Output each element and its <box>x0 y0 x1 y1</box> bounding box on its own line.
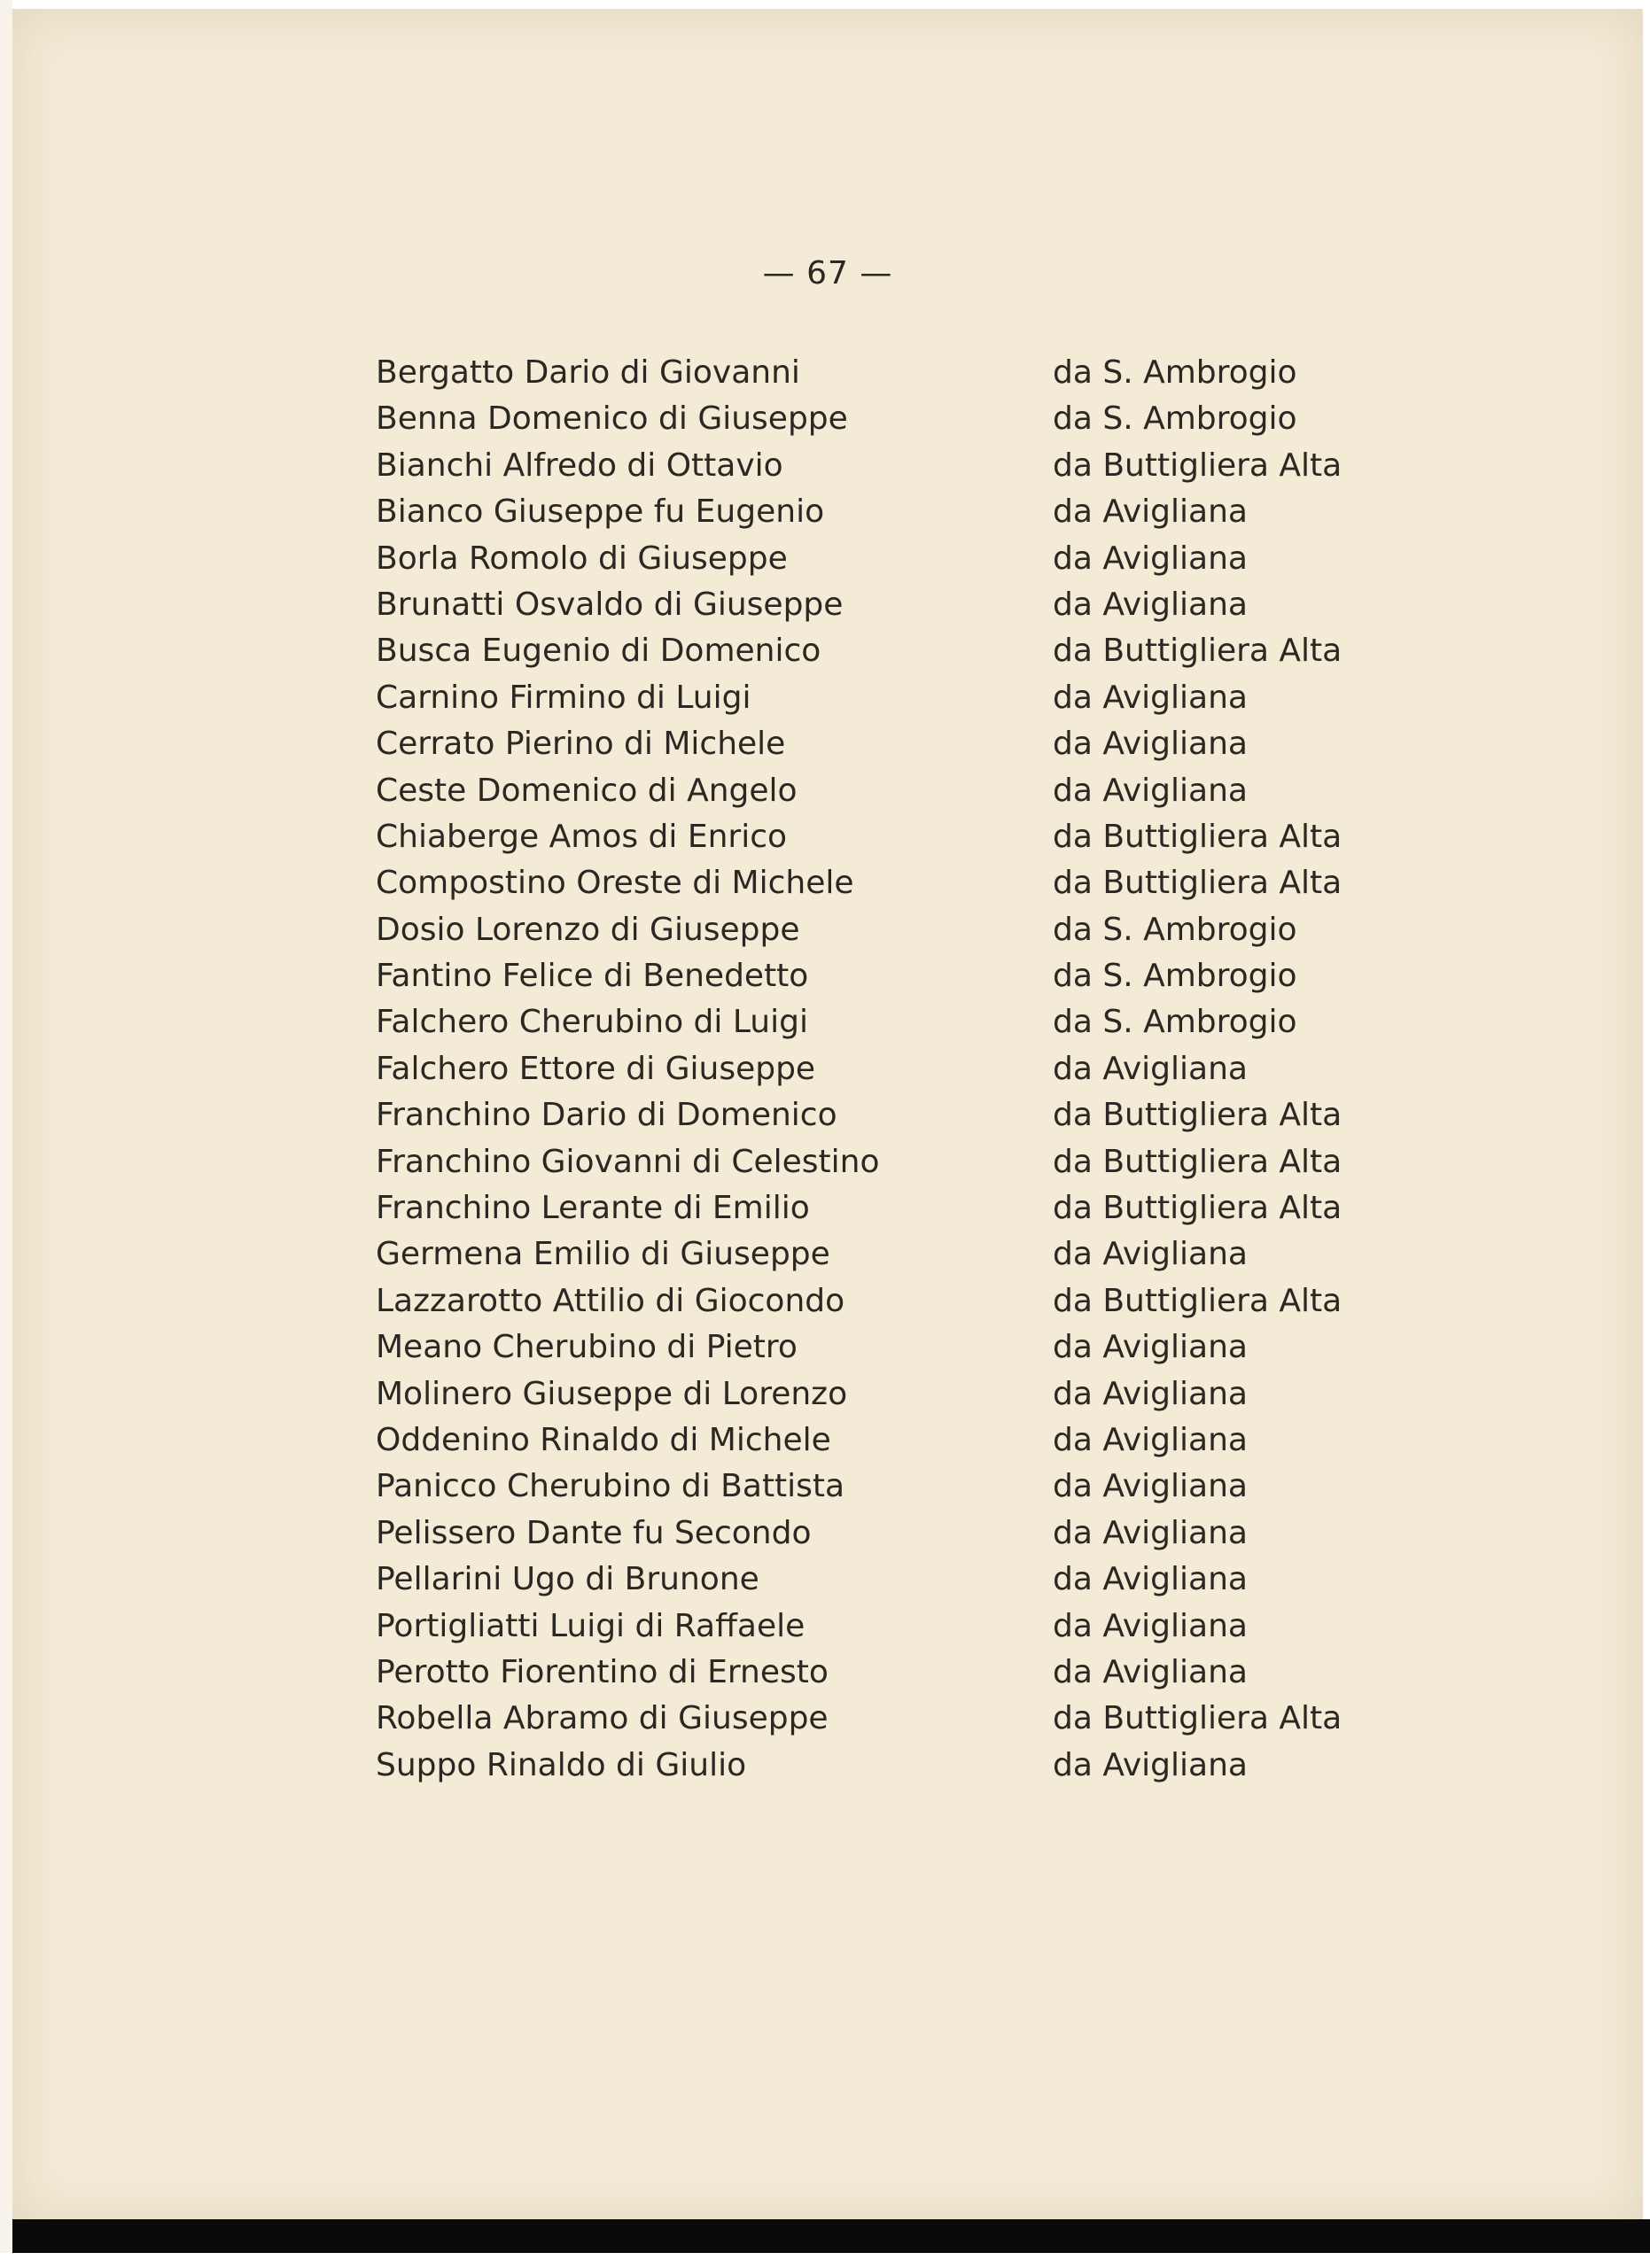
list-item <box>376 1650 1350 1696</box>
list-item <box>376 675 1350 721</box>
list-item <box>376 1278 1350 1324</box>
person-origin: da Avigliana <box>1053 1653 1248 1690</box>
person-name: Pellarini Ugo di Brunone <box>376 1561 759 1598</box>
person-origin: da S. Ambrogio <box>1053 958 1297 995</box>
list-item <box>376 1696 1350 1742</box>
person-name: Molinero Giuseppe di Lorenzo <box>376 1375 848 1412</box>
person-origin: da Avigliana <box>1053 772 1248 809</box>
list-item <box>376 1464 1350 1510</box>
person-name: Borla Romolo di Giuseppe <box>376 540 788 577</box>
person-name: Falchero Ettore di Giuseppe <box>376 1050 816 1087</box>
list-item <box>376 1557 1350 1603</box>
person-origin: da Buttigliera Alta <box>1053 1190 1343 1227</box>
list-item <box>376 1231 1350 1278</box>
person-origin: da Avigliana <box>1053 1514 1248 1551</box>
person-name: Perotto Fiorentino di Ernesto <box>376 1653 829 1690</box>
person-name: Bergatto Dario di Giovanni <box>376 354 800 391</box>
person-origin: da Avigliana <box>1053 679 1248 716</box>
person-origin: da Avigliana <box>1053 1236 1248 1273</box>
person-origin: da Avigliana <box>1053 1329 1248 1366</box>
person-origin: da Buttigliera Alta <box>1053 818 1343 855</box>
person-name: Portigliatti Luigi di Raffaele <box>376 1607 806 1644</box>
person-origin: da Buttigliera Alta <box>1053 1700 1343 1737</box>
person-name: Cerrato Pierino di Michele <box>376 726 786 763</box>
scan-bottom-margin <box>0 2253 1650 2268</box>
list-item <box>376 350 1350 396</box>
list-item <box>376 860 1350 906</box>
person-origin: da Avigliana <box>1053 1561 1248 1598</box>
list-item <box>376 1185 1350 1231</box>
scan-left-margin <box>0 0 12 2268</box>
list-item <box>376 1139 1350 1185</box>
person-origin: da Buttigliera Alta <box>1053 1143 1343 1180</box>
person-name: Meano Cherubino di Pietro <box>376 1329 798 1366</box>
person-origin: da Avigliana <box>1053 1375 1248 1412</box>
person-name: Bianchi Alfredo di Ottavio <box>376 447 783 484</box>
list-item <box>376 814 1350 860</box>
person-name: Robella Abramo di Giuseppe <box>376 1700 829 1737</box>
list-item <box>376 1743 1350 1789</box>
list-item <box>376 1604 1350 1650</box>
person-origin: da Avigliana <box>1053 726 1248 763</box>
person-origin: da Buttigliera Alta <box>1053 865 1343 902</box>
person-name: Brunatti Osvaldo di Giuseppe <box>376 586 844 623</box>
person-name: Ceste Domenico di Angelo <box>376 772 798 809</box>
list-item <box>376 1371 1350 1418</box>
list-item <box>376 953 1350 999</box>
person-origin: da S. Ambrogio <box>1053 400 1297 438</box>
person-name: Benna Domenico di Giuseppe <box>376 400 848 438</box>
person-name: Busca Eugenio di Domenico <box>376 633 821 670</box>
list-item <box>376 721 1350 767</box>
list-item <box>376 1324 1350 1371</box>
person-name: Chiaberge Amos di Enrico <box>376 818 788 855</box>
person-name: Germena Emilio di Giuseppe <box>376 1236 830 1273</box>
person-origin: da Buttigliera Alta <box>1053 1282 1343 1319</box>
list-item <box>376 1418 1350 1464</box>
list-item <box>376 582 1350 628</box>
list-item <box>376 907 1350 953</box>
person-origin: da Avigliana <box>1053 1468 1248 1505</box>
person-name: Pelissero Dante fu Secondo <box>376 1514 812 1551</box>
list-item <box>376 1092 1350 1138</box>
list-item <box>376 999 1350 1045</box>
person-name: Oddenino Rinaldo di Michele <box>376 1421 831 1458</box>
person-origin: da Avigliana <box>1053 493 1248 531</box>
person-origin: da S. Ambrogio <box>1053 1004 1297 1041</box>
person-origin: da S. Ambrogio <box>1053 354 1297 391</box>
person-origin: da Buttigliera Alta <box>1053 1097 1343 1134</box>
person-origin: da Avigliana <box>1053 1421 1248 1458</box>
person-origin: da Buttigliera Alta <box>1053 633 1343 670</box>
person-name: Bianco Giuseppe fu Eugenio <box>376 493 825 531</box>
list-item <box>376 628 1350 674</box>
name-list <box>376 350 1350 1789</box>
person-name: Fantino Felice di Benedetto <box>376 958 809 995</box>
page-number: — 67 — <box>762 255 893 291</box>
person-origin: da Buttigliera Alta <box>1053 447 1343 484</box>
person-name: Franchino Lerante di Emilio <box>376 1190 810 1227</box>
list-item <box>376 396 1350 442</box>
person-name: Franchino Giovanni di Celestino <box>376 1143 880 1180</box>
person-origin: da Avigliana <box>1053 540 1248 577</box>
person-origin: da Avigliana <box>1053 1746 1248 1783</box>
person-name: Franchino Dario di Domenico <box>376 1097 837 1134</box>
person-origin: da S. Ambrogio <box>1053 911 1297 948</box>
person-origin: da Avigliana <box>1053 586 1248 623</box>
person-name: Falchero Cherubino di Luigi <box>376 1004 808 1041</box>
list-item <box>376 443 1350 489</box>
list-item <box>376 768 1350 814</box>
person-name: Compostino Oreste di Michele <box>376 865 854 902</box>
person-origin: da Avigliana <box>1053 1607 1248 1644</box>
book-page <box>12 9 1643 2224</box>
list-item <box>376 489 1350 535</box>
list-item <box>376 536 1350 582</box>
person-name: Lazzarotto Attilio di Giocondo <box>376 1282 845 1319</box>
person-name: Panicco Cherubino di Battista <box>376 1468 845 1505</box>
list-item <box>376 1046 1350 1092</box>
person-name: Dosio Lorenzo di Giuseppe <box>376 911 800 948</box>
person-name: Carnino Firmino di Luigi <box>376 679 751 716</box>
scan-bottom-band <box>12 2219 1650 2253</box>
person-origin: da Avigliana <box>1053 1050 1248 1087</box>
person-name: Suppo Rinaldo di Giulio <box>376 1746 747 1783</box>
list-item <box>376 1511 1350 1557</box>
